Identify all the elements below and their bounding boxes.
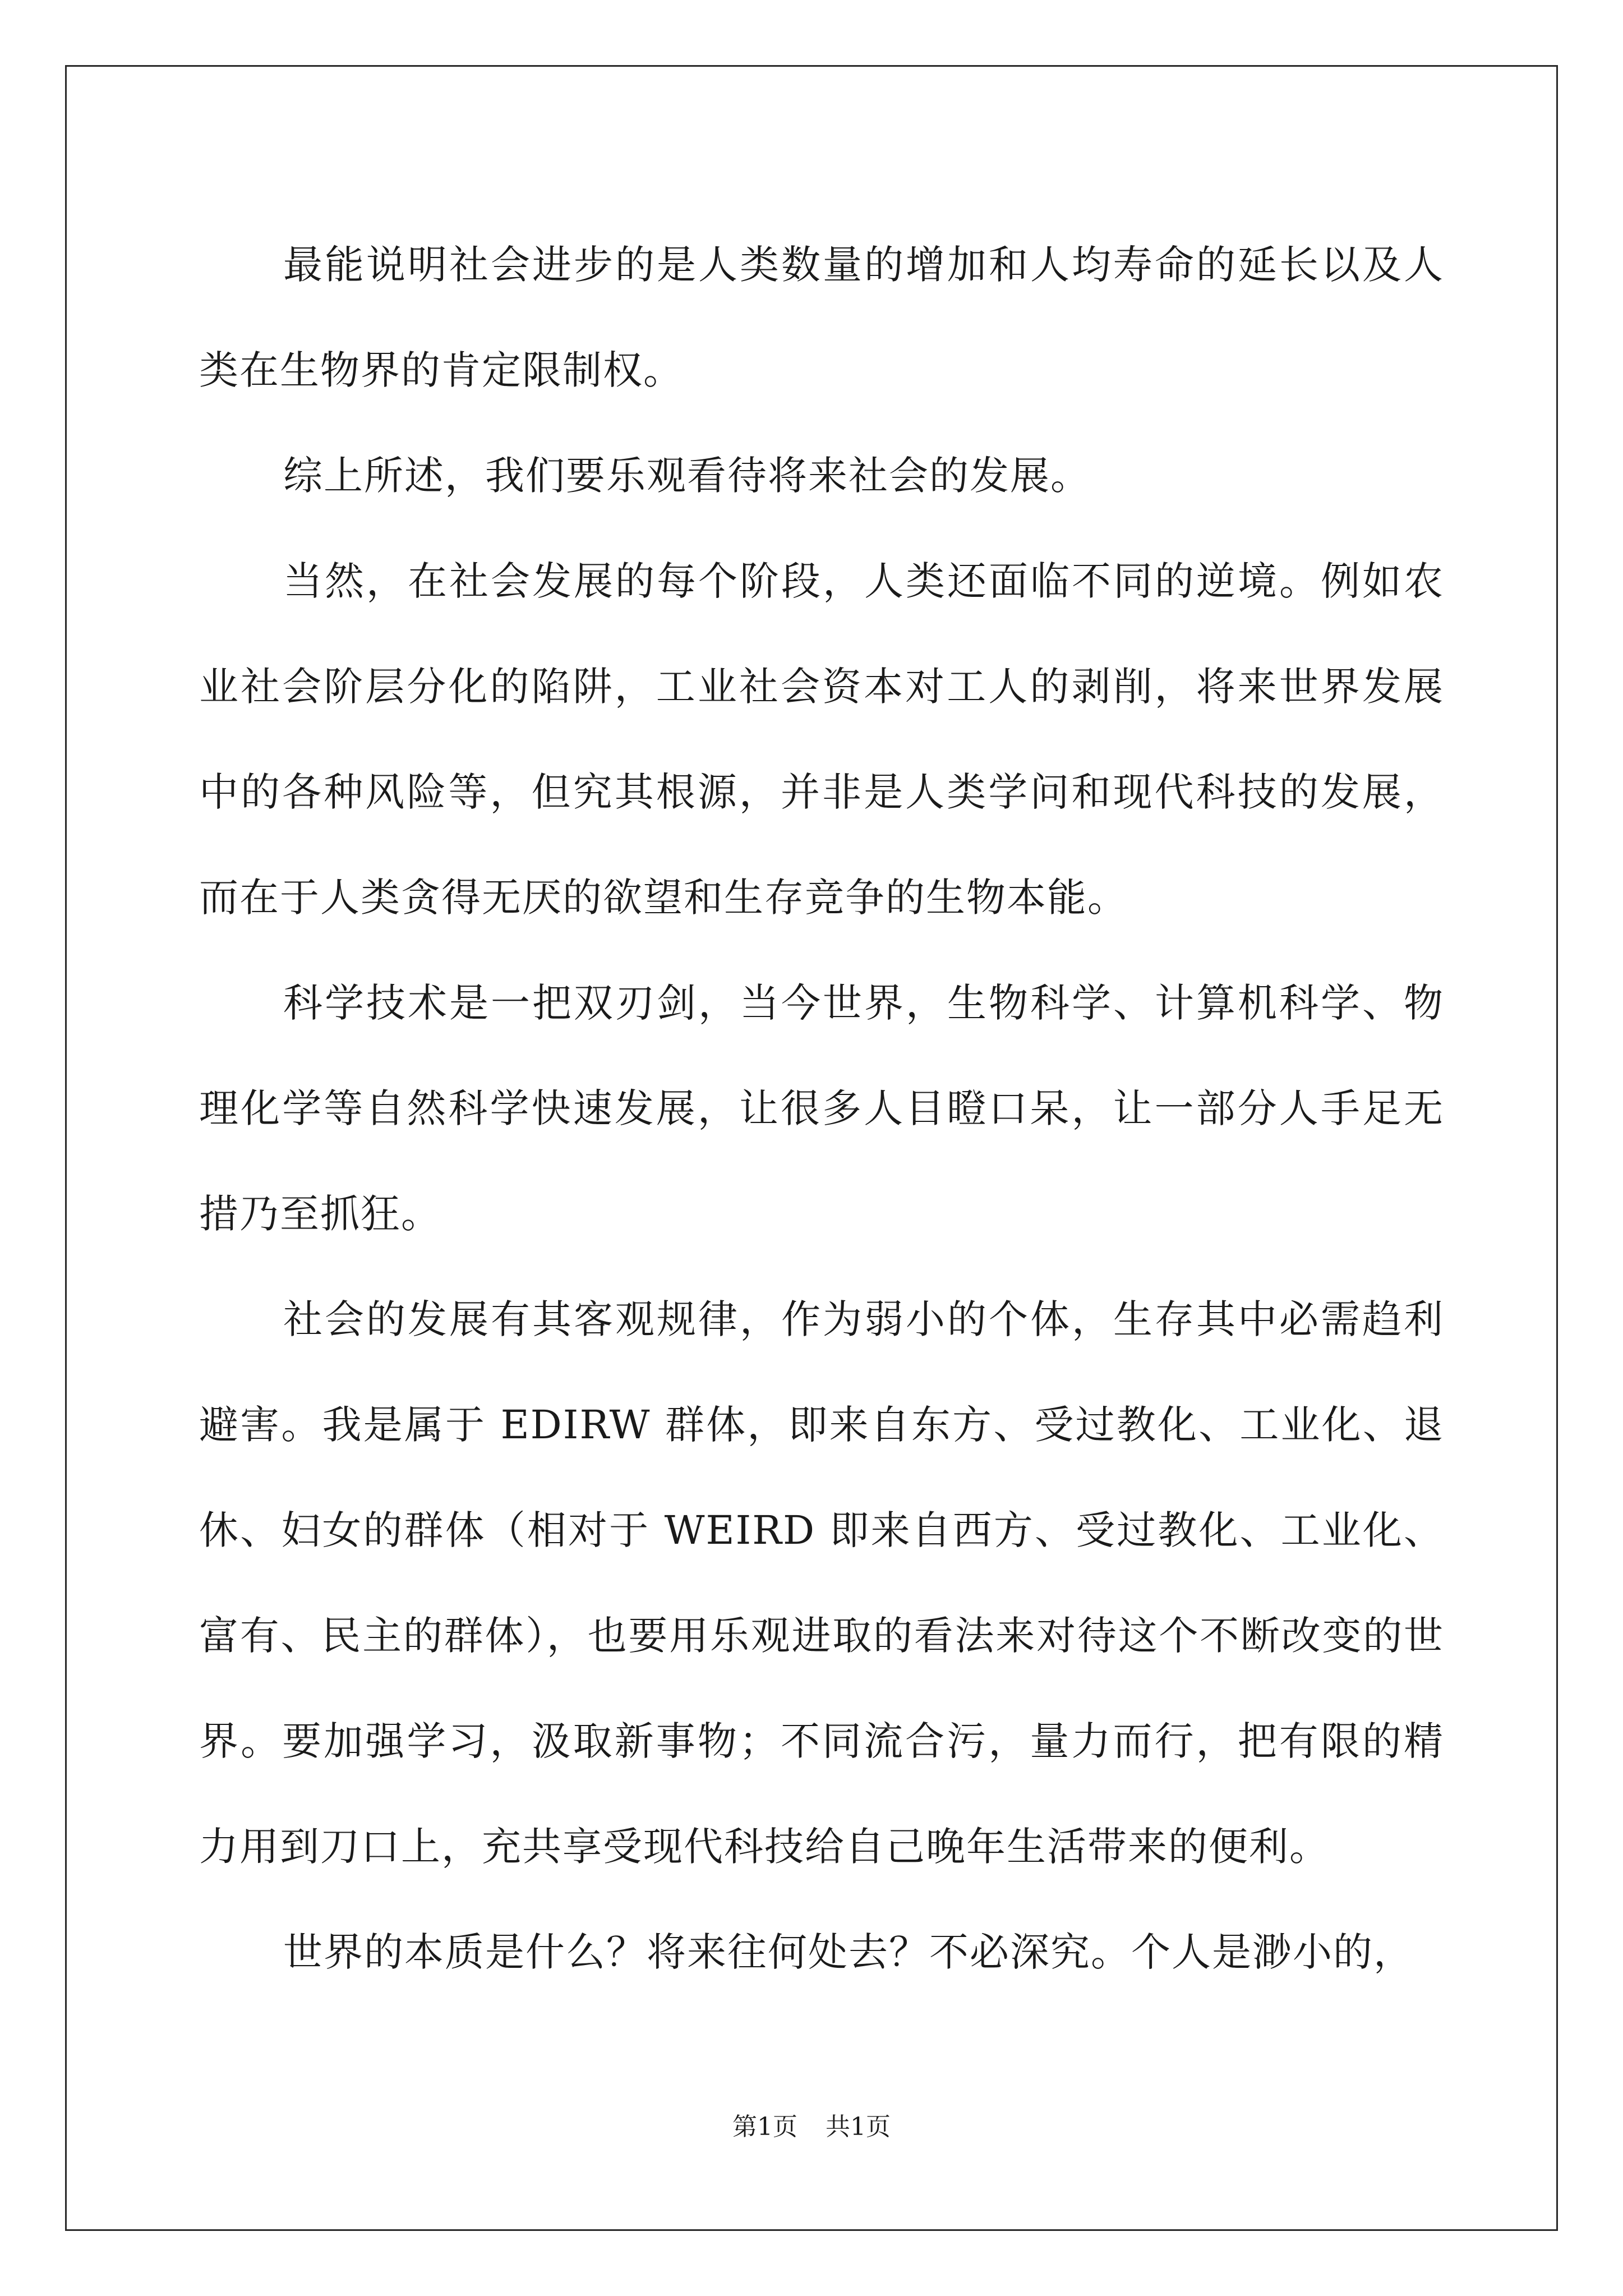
- paragraph: 科学技术是一把双刃剑，当今世界，生物科学、计算机科学、物理化学等自然科学快速发展，让很多人目瞪口呆，让一部分人手足无措乃至抓狂。: [199, 980, 1444, 1237]
- paragraph: 世界的本质是什么？将来往何处去？不必深究。个人是渺小的，: [283, 1929, 1414, 1975]
- paragraph: 当然，在社会发展的每个阶段，人类还面临不同的逆境。例如农业社会阶层分化的陷阱，工业社会资本对工人的剥削，将来世界发展中的各种风险等，但究其根源，并非是人类学问和现代科技的发展，而在于人类贪得无厌的欲望和生存竞争的生物本能。: [199, 558, 1444, 921]
- paragraph: 社会的发展有其客观规律，作为弱小的个体，生存其中必需趋利避害。我是属于 EDIRW 群体，即来自东方、受过教化、工业化、退休、妇女的群体（相对于 WEIRD 即来自西方、受过教化、工业化、富有、民主的群体），也要用乐观进取的看法来对待这个不断改变的世界。要加强学习，汲取新事物；不同流合污，量力而行，把有限的精力用到刀口上，充共享受现代科技给自己晚年生活带来的便利。: [199, 1296, 1444, 1870]
- document-body: [199, 212, 1444, 2005]
- paragraph: 综上所述，我们要乐观看待将来社会的发展。: [283, 453, 1091, 499]
- paragraph: 最能说明社会进步的是人类数量的增加和人均寿命的延长以及人类在生物界的肯定限制权。: [199, 242, 1444, 393]
- page-number: 第1页: [732, 2113, 797, 2141]
- page-total: 共1页: [826, 2113, 891, 2141]
- page-footer: [0, 2110, 1623, 2144]
